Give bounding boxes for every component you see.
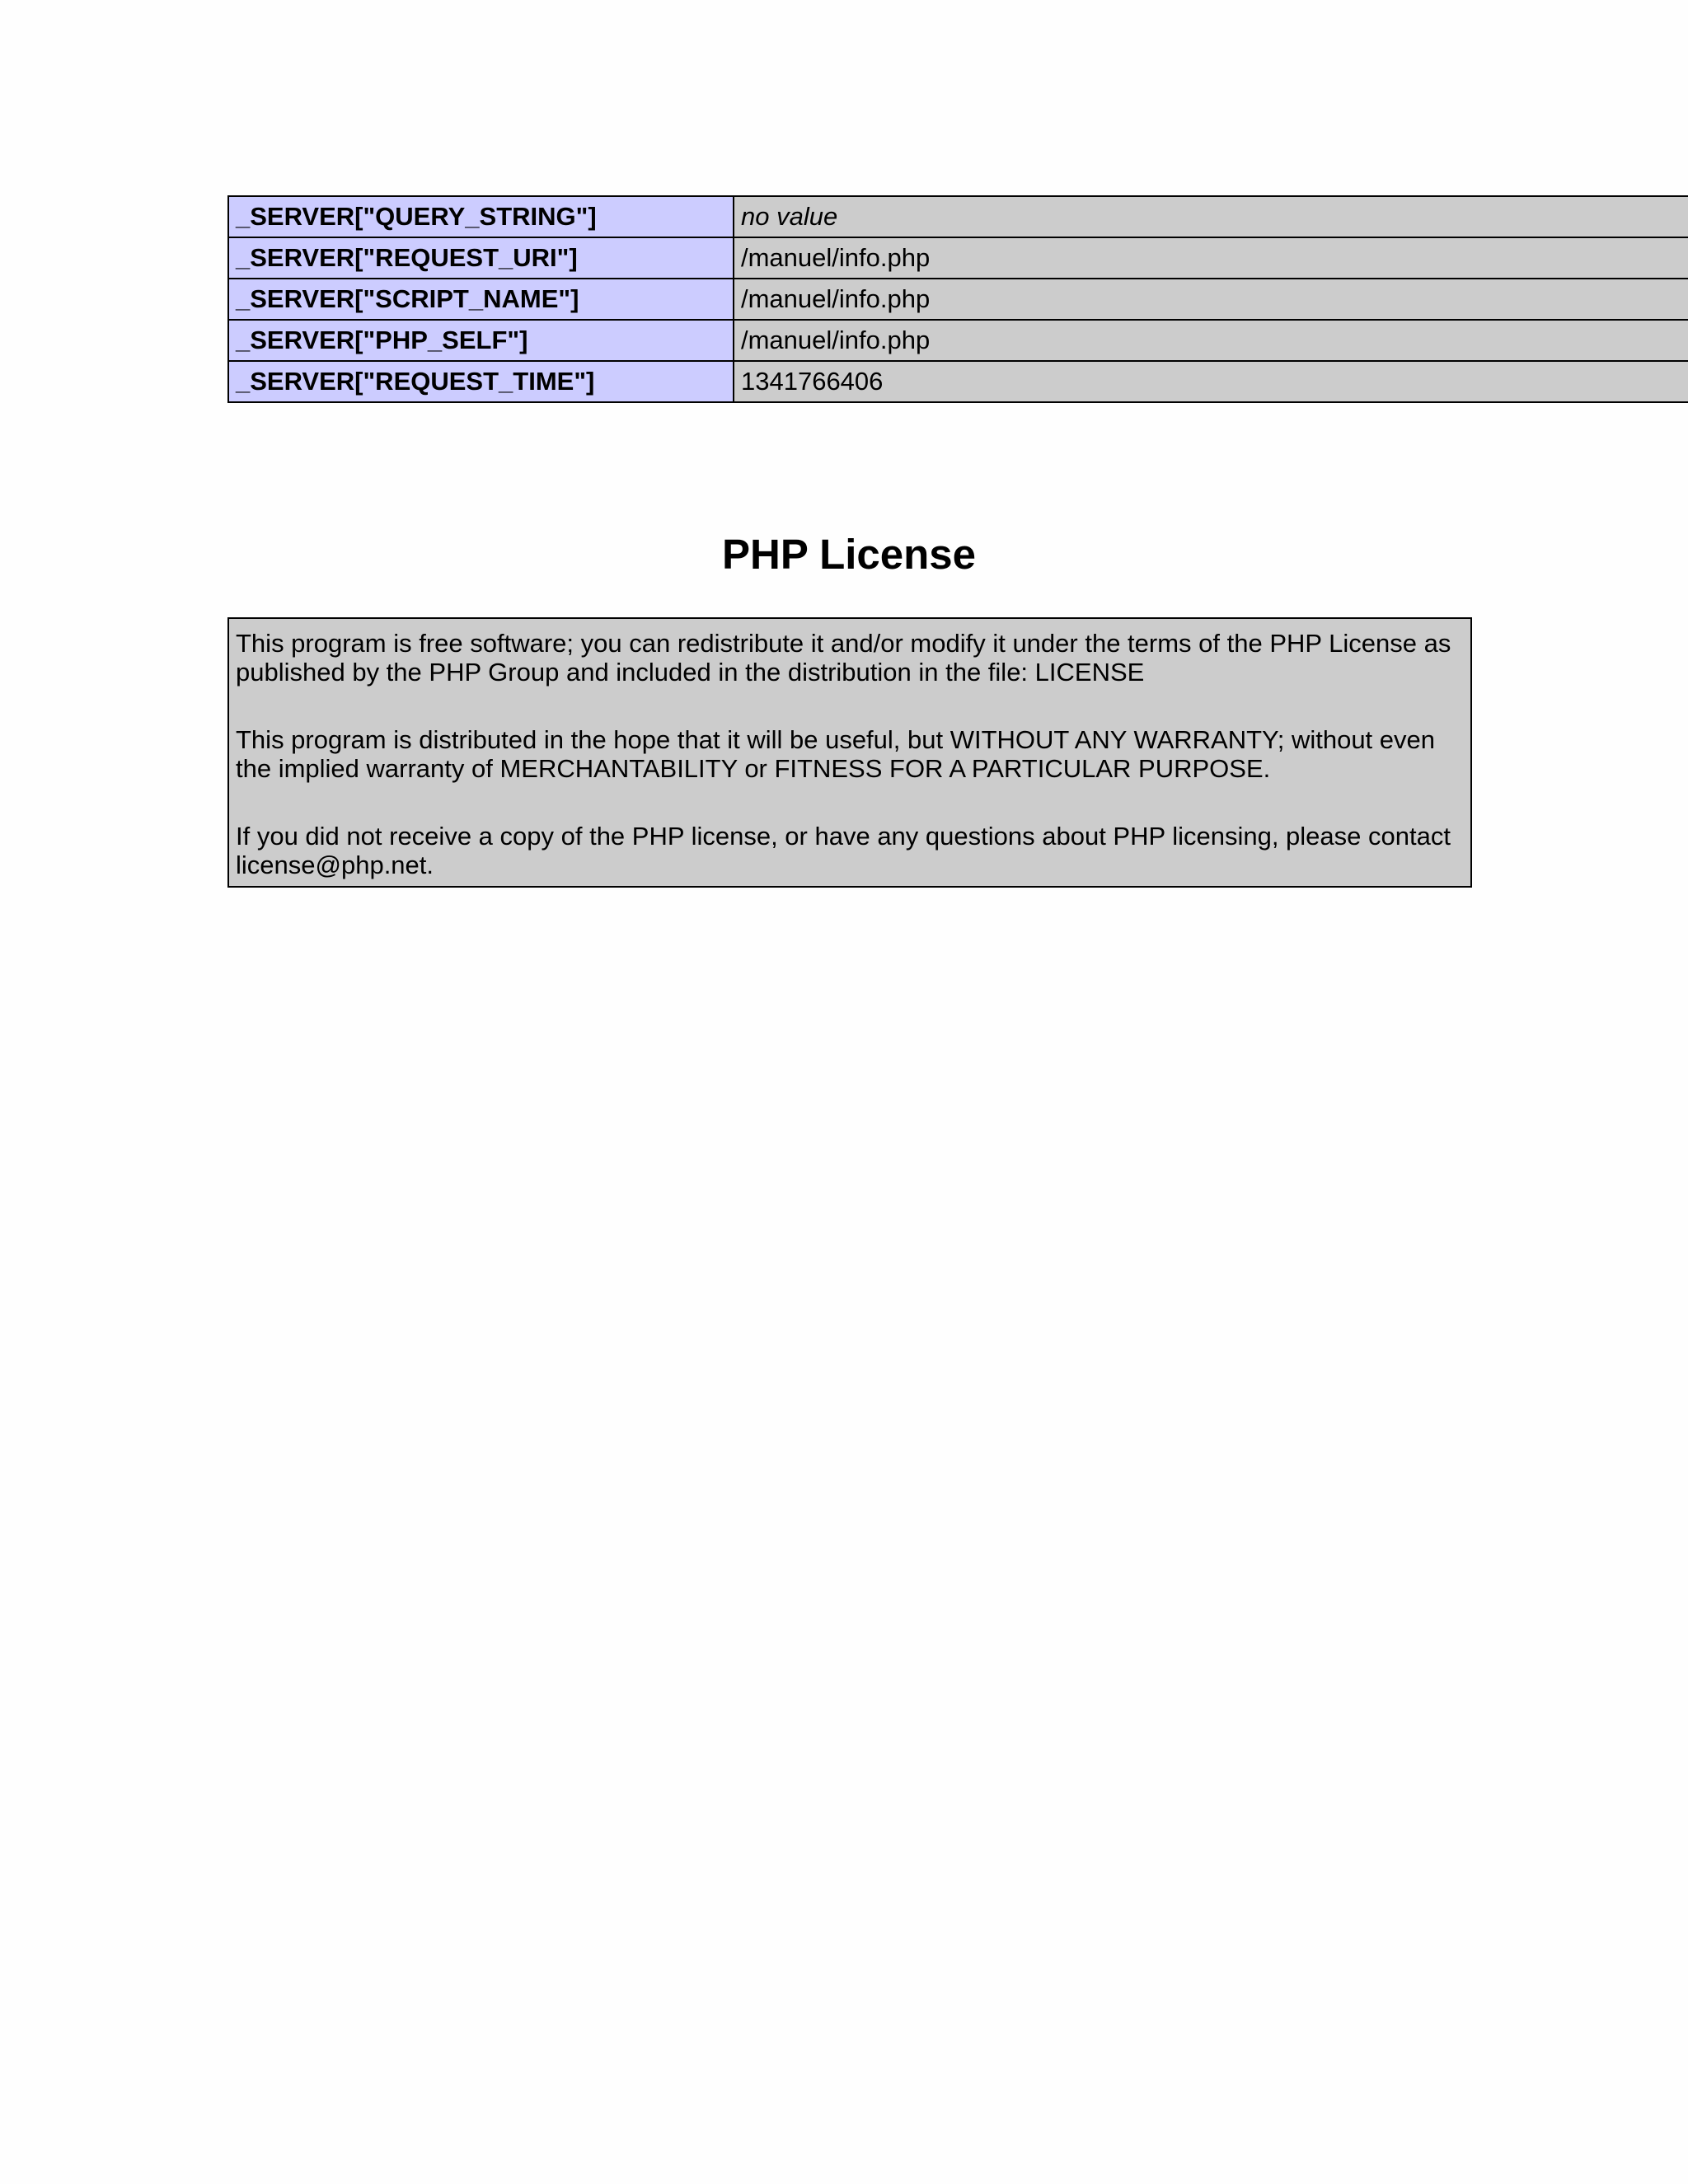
server-var-key: _SERVER["REQUEST_URI"] bbox=[228, 237, 734, 279]
server-variables-table bbox=[227, 195, 1688, 403]
license-paragraph: If you did not receive a copy of the PHP license, or have any questions about PHP licensing, please contact license@php.net. bbox=[236, 822, 1451, 879]
license-paragraph: This program is free software; you can redistribute it and/or modify it under the terms of the PHP License as published by the PHP Group and included in the distribution in the file: LICENSE bbox=[236, 629, 1451, 687]
license-paragraph: This program is distributed in the hope that it will be useful, but WITHOUT ANY WARRANTY; without even the implied warranty of MERCHANTABILITY or FITNESS FOR A PARTICULAR PURPOSE. bbox=[236, 725, 1436, 783]
table-row bbox=[228, 279, 1688, 320]
license-heading: PHP License bbox=[721, 531, 977, 578]
table-row bbox=[228, 361, 1688, 402]
server-var-value: /manuel/info.php bbox=[734, 320, 1688, 361]
server-var-value: no value bbox=[734, 196, 1688, 237]
server-var-value: /manuel/info.php bbox=[734, 279, 1688, 320]
table-row bbox=[228, 196, 1688, 237]
server-var-value: /manuel/info.php bbox=[734, 237, 1688, 279]
server-var-key: _SERVER["REQUEST_TIME"] bbox=[228, 361, 734, 402]
server-var-key: _SERVER["SCRIPT_NAME"] bbox=[228, 279, 734, 320]
table-row bbox=[228, 237, 1688, 279]
server-var-value: 1341766406 bbox=[734, 361, 1688, 402]
table-row bbox=[228, 320, 1688, 361]
license-text-box bbox=[227, 617, 1472, 888]
server-var-key: _SERVER["QUERY_STRING"] bbox=[228, 196, 734, 237]
server-var-key: _SERVER["PHP_SELF"] bbox=[228, 320, 734, 361]
